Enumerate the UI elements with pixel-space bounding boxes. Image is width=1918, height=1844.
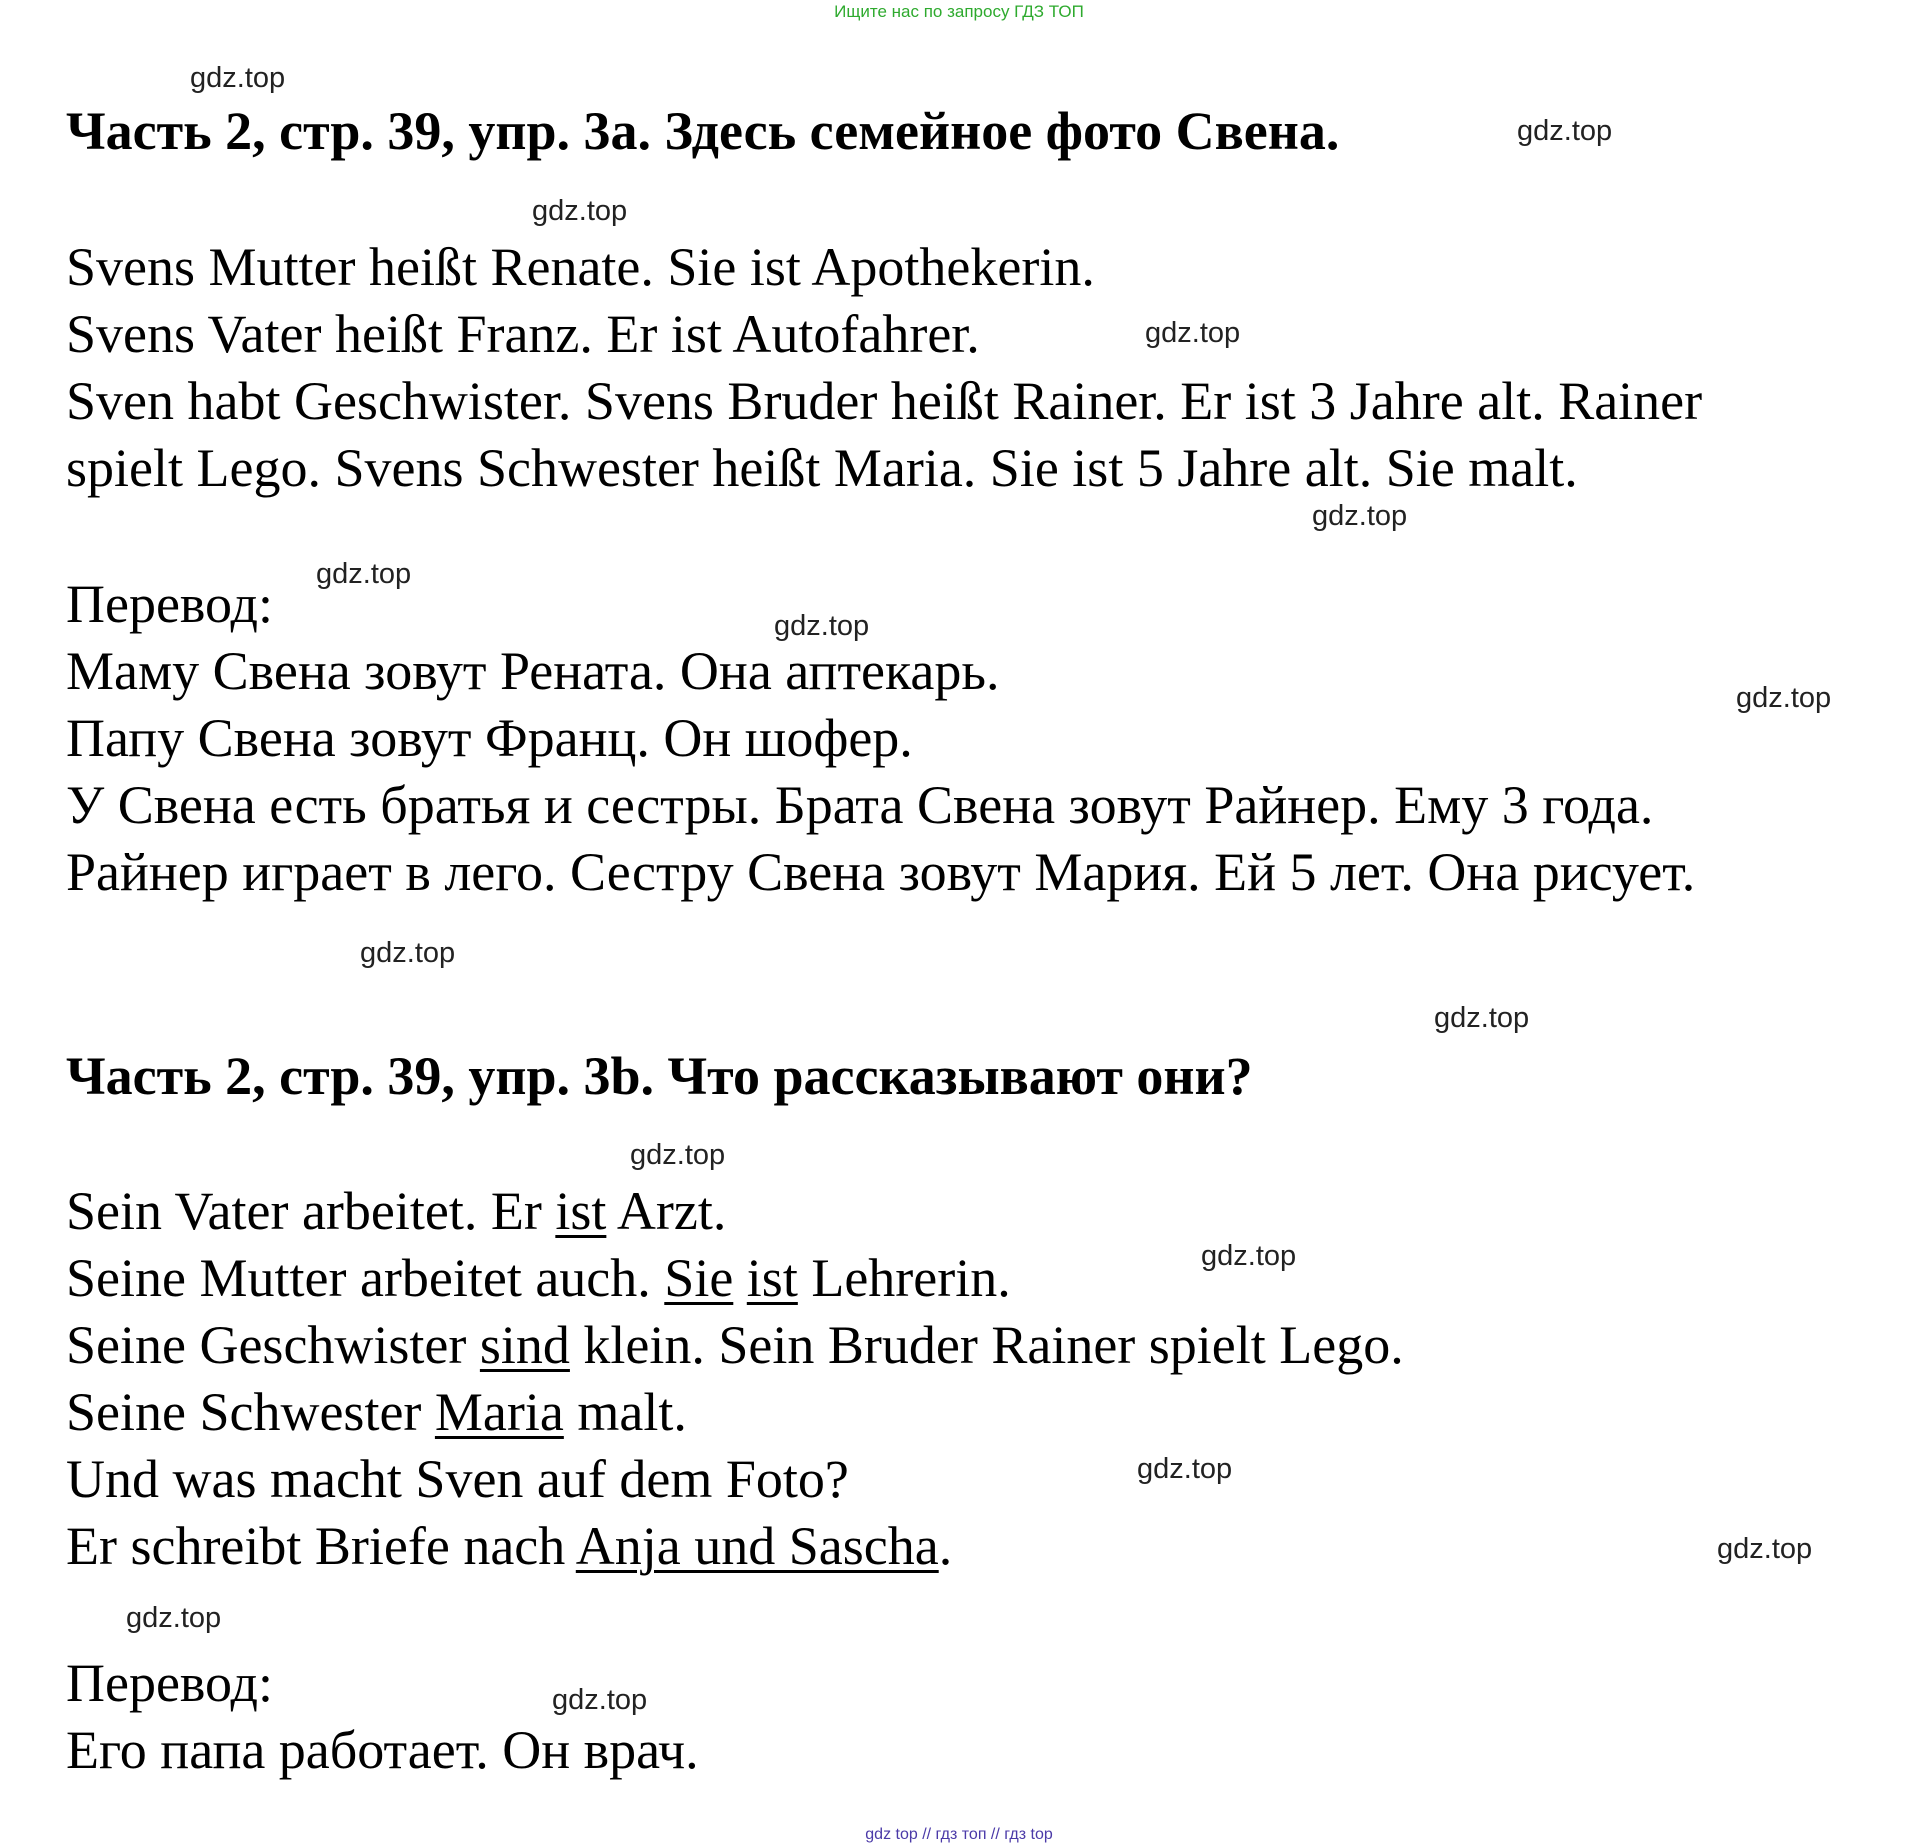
answer-underlined: Maria (434, 1382, 564, 1442)
answer-text: Seine Geschwister (66, 1315, 480, 1375)
watermark: gdz.top (360, 937, 456, 969)
answer-text: Und was macht Sven auf dem Foto? (66, 1449, 849, 1509)
answer-line (66, 1314, 1404, 1376)
watermark: gdz.top (552, 1684, 648, 1716)
answer-underlined: sind (479, 1315, 570, 1375)
german-line: Sven habt Geschwister. Svens Bruder heißt Rainer. Er ist 3 Jahre alt. Rainer (66, 371, 1703, 431)
answer-text: Sein Vater arbeitet. Er (66, 1181, 556, 1241)
answer-text: Arzt. (606, 1181, 727, 1241)
russian-line: Его папа работает. Он врач. (66, 1720, 699, 1780)
answer-underlined: ist (746, 1248, 798, 1308)
watermark: gdz.top (1201, 1240, 1297, 1272)
watermark: gdz.top (774, 610, 870, 642)
answer-underlined: Sie (664, 1248, 734, 1308)
answer-text: malt. (563, 1382, 687, 1442)
watermark: gdz.top (1312, 500, 1408, 532)
answer-text: Seine Schwester (66, 1382, 435, 1442)
watermark: gdz.top (190, 62, 286, 94)
answer-text: Lehrerin. (797, 1248, 1011, 1308)
answer-text: Seine Mutter arbeitet auch. (66, 1248, 665, 1308)
russian-line: У Свена есть братья и сестры. Брата Свена зовут Райнер. Ему 3 года. (66, 775, 1654, 835)
answer-text (733, 1248, 747, 1308)
translation-label: Перевод: (66, 1653, 273, 1713)
answer-line (66, 1381, 687, 1443)
watermark: gdz.top (1517, 115, 1613, 147)
answer-underlined: Anja und Sascha (575, 1516, 939, 1576)
watermark: gdz.top (1137, 1453, 1233, 1485)
answer-line (66, 1448, 849, 1510)
answer-line (66, 1515, 952, 1577)
search-banner[interactable]: Ищите нас по запросу ГДЗ ТОП (834, 2, 1084, 21)
watermark: gdz.top (630, 1139, 726, 1171)
answer-text: . (938, 1516, 953, 1576)
watermark: gdz.top (1434, 1002, 1530, 1034)
watermark: gdz.top (316, 558, 412, 590)
section-a-heading: Часть 2, стр. 39, упр. 3a. Здесь семейное фото Свена. (66, 101, 1340, 161)
footer-links[interactable]: gdz top // гдз топ // гдз top (865, 1826, 1053, 1843)
answer-line (66, 1180, 726, 1242)
german-line: spielt Lego. Svens Schwester heißt Maria. Sie ist 5 Jahre alt. Sie malt. (66, 438, 1578, 498)
german-line: Svens Mutter heißt Renate. Sie ist Apothekerin. (66, 237, 1095, 297)
answer-line (66, 1247, 1011, 1309)
answer-underlined: ist (555, 1181, 607, 1241)
watermark: gdz.top (126, 1602, 222, 1634)
watermark: gdz.top (1736, 682, 1832, 714)
answer-text: klein. Sein Bruder Rainer spielt Lego. (569, 1315, 1404, 1375)
watermark: gdz.top (1717, 1533, 1813, 1565)
translation-label: Перевод: (66, 574, 273, 634)
watermark: gdz.top (1145, 317, 1241, 349)
answer-text: Er schreibt Briefe nach (66, 1516, 576, 1576)
watermark: gdz.top (532, 195, 628, 227)
russian-line: Папу Свена зовут Франц. Он шофер. (66, 708, 913, 768)
russian-line: Райнер играет в лего. Сестру Свена зовут Мария. Ей 5 лет. Она рисует. (66, 842, 1696, 902)
section-b-heading: Часть 2, стр. 39, упр. 3b. Что рассказывают они? (66, 1046, 1253, 1106)
german-line: Svens Vater heißt Franz. Er ist Autofahrer. (66, 304, 980, 364)
russian-line: Маму Свена зовут Рената. Она аптекарь. (66, 641, 1000, 701)
